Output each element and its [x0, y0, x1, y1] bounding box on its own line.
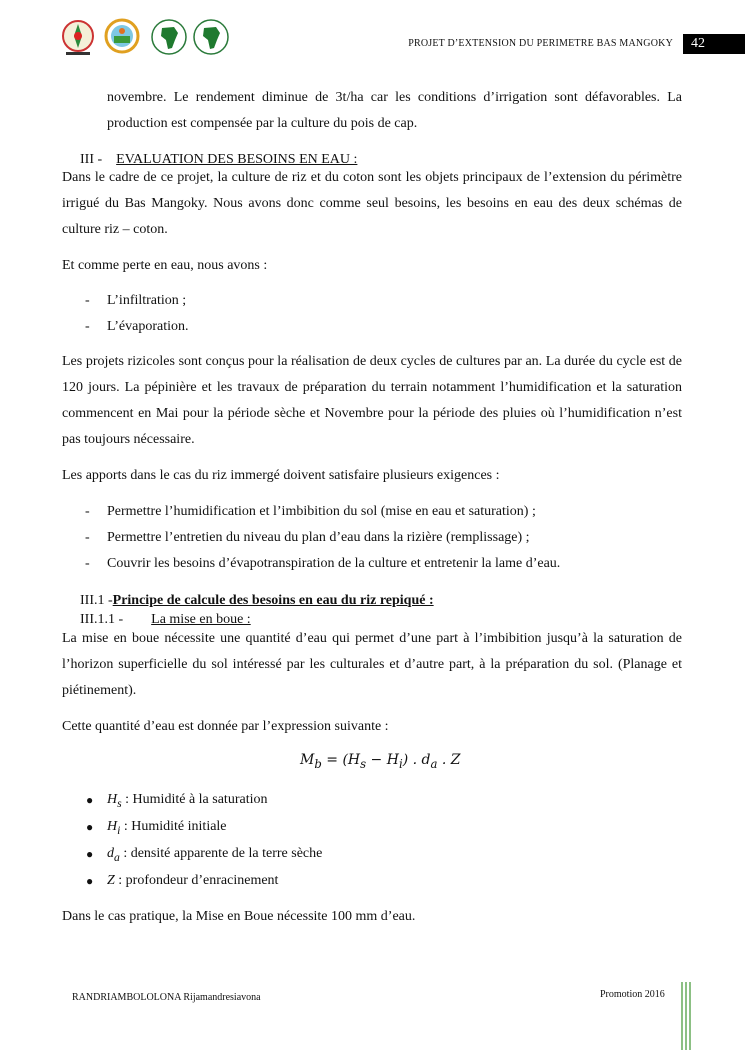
bullet-dot: ●: [86, 874, 94, 888]
requirement-item-3: Couvrir les besoins d’évapotranspiration de la culture et entretenir la lame d’eau.: [107, 556, 561, 571]
formula-text: $M_b = (H_s - H_i)$ . $d_a$ . Z: [300, 752, 461, 771]
variable-hi: $H_i$ : Humidité initiale: [107, 819, 227, 837]
school-logo: [104, 18, 140, 58]
ministry-logo: [60, 18, 96, 58]
list-dash: -: [85, 556, 90, 571]
footer-bar: [681, 982, 683, 1050]
section-3-1-heading: [80, 592, 434, 610]
loss-item-1: L’infiltration ;: [107, 293, 187, 308]
variable-hs: $H_s$ : Humidité à la saturation: [107, 792, 268, 810]
footer-promotion: Promotion 2016: [600, 989, 665, 1000]
paragraph-5: La mise en boue nécessite une quantité d’eau qui permet d’une part à l’imbibition jusqu’à la saturation de l’horizon superficielle du sol intéressé par les culturales et d’autre part, à la préparation du sol. (Planage et piétinement).: [62, 631, 682, 698]
section-3-title: EVALUATION DES BESOINS EN EAU :: [116, 152, 358, 167]
requirement-item-1: Permettre l’humidification et l’imbibition du sol (mise en eau et saturation) ;: [107, 504, 536, 519]
section-3-1-number: III.1 -: [80, 593, 113, 608]
page-header: [0, 0, 745, 70]
section-3-number: III -: [80, 152, 103, 167]
list-dash: -: [85, 319, 90, 334]
africa-logo-1: [150, 18, 188, 58]
requirement-item-2: Permettre l’entretien du niveau du plan d’eau dans la rizière (remplissage) ;: [107, 530, 530, 545]
list-dash: -: [85, 504, 90, 519]
intro-paragraph: novembre. Le rendement diminue de 3t/ha car les conditions d’irrigation sont défavorables. La production est compensée par la culture du pois de cap.: [107, 90, 682, 131]
paragraph-3: Les projets rizicoles sont conçus pour la réalisation de deux cycles de cultures par an. La durée du cycle est de 120 jours. La pépinière et les travaux de préparation du terrain notamment l’humidification et la saturation commencent en Mai pour la période sèche et Novembre pour la période des pluies où l’humidification n’est pas toujours nécessaire.: [62, 354, 682, 447]
section-3-1-1-number: III.1.1 -: [80, 612, 124, 627]
bullet-dot: ●: [86, 793, 94, 807]
section-3-1-1-title: La mise en boue :: [151, 612, 251, 627]
footer-author: RANDRIAMBOLOLONA Rijamandresiavona: [72, 992, 261, 1003]
paragraph-7: Dans le cas pratique, la Mise en Boue nécessite 100 mm d’eau.: [62, 909, 416, 924]
paragraph-1: Dans le cadre de ce projet, la culture de riz et du coton sont les objets principaux de l’extension du périmètre irrigué du Bas Mangoky. Nous avons donc comme seul besoins, les besoins en eau des deux schémas de culture riz – coton.: [62, 170, 682, 237]
footer-decoration: [681, 982, 693, 1050]
bullet-dot: ●: [86, 847, 94, 861]
variable-z: Z : profondeur d’enracinement: [107, 873, 279, 888]
page-number: 42: [683, 34, 745, 54]
footer-bar: [685, 982, 687, 1050]
bullet-dot: ●: [86, 820, 94, 834]
footer-bar: [689, 982, 691, 1050]
list-dash: -: [85, 530, 90, 545]
formula: [300, 752, 461, 771]
header-title: PROJET D’EXTENSION DU PERIMETRE BAS MANGOKY: [408, 38, 673, 49]
variable-da: $d_a$ : densité apparente de la terre sèche: [107, 846, 323, 864]
paragraph-4: Les apports dans le cas du riz immergé doivent satisfaire plusieurs exigences :: [62, 468, 500, 483]
loss-item-2: L’évaporation.: [107, 319, 189, 334]
paragraph-6: Cette quantité d’eau est donnée par l’expression suivante :: [62, 719, 389, 734]
section-3-1-title: Principe de calcule des besoins en eau du riz repiqué :: [112, 593, 434, 608]
paragraph-2: Et comme perte en eau, nous avons :: [62, 258, 268, 273]
list-dash: -: [85, 293, 90, 308]
africa-logo-2: [192, 18, 230, 58]
